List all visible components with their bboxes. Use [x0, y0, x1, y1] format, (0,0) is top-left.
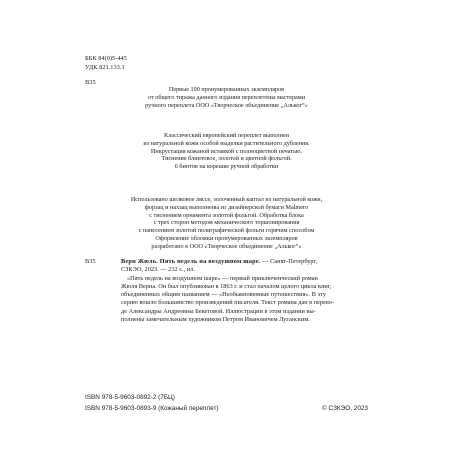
classification-codes — [85, 54, 127, 88]
text-line: разработано в ООО «Творческое объединение „Альког“» — [151, 242, 302, 250]
catalog-code: В35 — [85, 258, 96, 265]
materials-description — [85, 196, 368, 251]
text-line: ручного переплета ООО «Творческое объединение „Альког“» — [145, 101, 308, 109]
catalog-body — [121, 258, 368, 324]
bbk-code: ББК 84(0)5-445 — [85, 55, 127, 62]
text-line: форзац и нахзац выполнены из дизайнерской бумаги Malmero — [144, 203, 309, 211]
numbered-copies-note — [85, 86, 368, 109]
text-line: Классический европейский переплет выполнен — [164, 132, 289, 139]
copyright: © СЗКЭО, 2023 — [322, 405, 368, 412]
isbn-block — [85, 392, 368, 414]
text-line: с нанесением золотой полиграфической фольги горячим способом — [138, 227, 315, 235]
text-line: из натуральной кожи особой выделки растительного дубления. — [143, 139, 310, 147]
annotation-line: объединенных общим названием — «Необыкновенные путешествия». В эту — [121, 291, 326, 299]
annotation-line: серию вошло большинство произведений писателя. Текст романа дан в перево- — [121, 299, 335, 307]
text-line: с трех сторон методом механического торшонирования — [153, 219, 300, 227]
annotation-line: «Пять недель на воздушном шаре» — первый приключенческий роман — [127, 274, 318, 282]
text-line: Инкрустация кожаной вставкой с полноцветной печатью. — [150, 147, 303, 155]
text-line: Первые 100 пронумерованных экземпляров — [168, 86, 285, 93]
text-line: от общего тиража данного издания переплетены мастерами — [147, 93, 306, 101]
catalog-title: Верн Жюль. Пять недель на воздушном шаре. — [121, 258, 261, 265]
annotation-line: полнены замечательным художником Петром Ивановичем Луганским. — [121, 316, 310, 324]
catalog-publisher: СЗКЭО, 2023. — 232 с., ил. — [121, 266, 195, 274]
text-line: Использовано шелковое ляссе, золоченный каптал из натуральной кожи, — [130, 196, 323, 203]
isbn-line-1: ISBN 978-5-9603-0892-2 (7БЦ) — [85, 394, 175, 401]
isbn-line-2: ISBN 978-5-9603-0893-9 (Кожаный переплет) — [85, 405, 219, 412]
isbn-row — [85, 392, 368, 403]
annotation-line: Жюля Верна. Он был опубликован в 1863 г. и стал началом целого цикла книг, — [121, 282, 332, 290]
isbn-row — [85, 403, 368, 414]
binding-description — [85, 132, 368, 171]
text-line: Тиснение блинтовое, золотой и цветной фольгой. — [161, 155, 292, 163]
catalog-title-rest: — Санкт-Петербург, — [260, 258, 318, 265]
catalog-entry — [85, 258, 368, 324]
author-mark: В35 — [85, 79, 96, 87]
text-line: с тиснением орнамента золотой фольгой. Обработка блока — [149, 211, 304, 219]
text-line: 6 бинтов на корешке ручной обработки — [174, 163, 279, 171]
annotation-line: де Александры Андреевны Бекетовой. Иллюстрации в этом издании вы- — [121, 307, 316, 315]
udk-code: УДК 821.133.1 — [85, 64, 125, 72]
catalog-title-line — [121, 258, 368, 266]
text-line: Оформление обложки пронумерованных экземпляров — [155, 234, 298, 242]
